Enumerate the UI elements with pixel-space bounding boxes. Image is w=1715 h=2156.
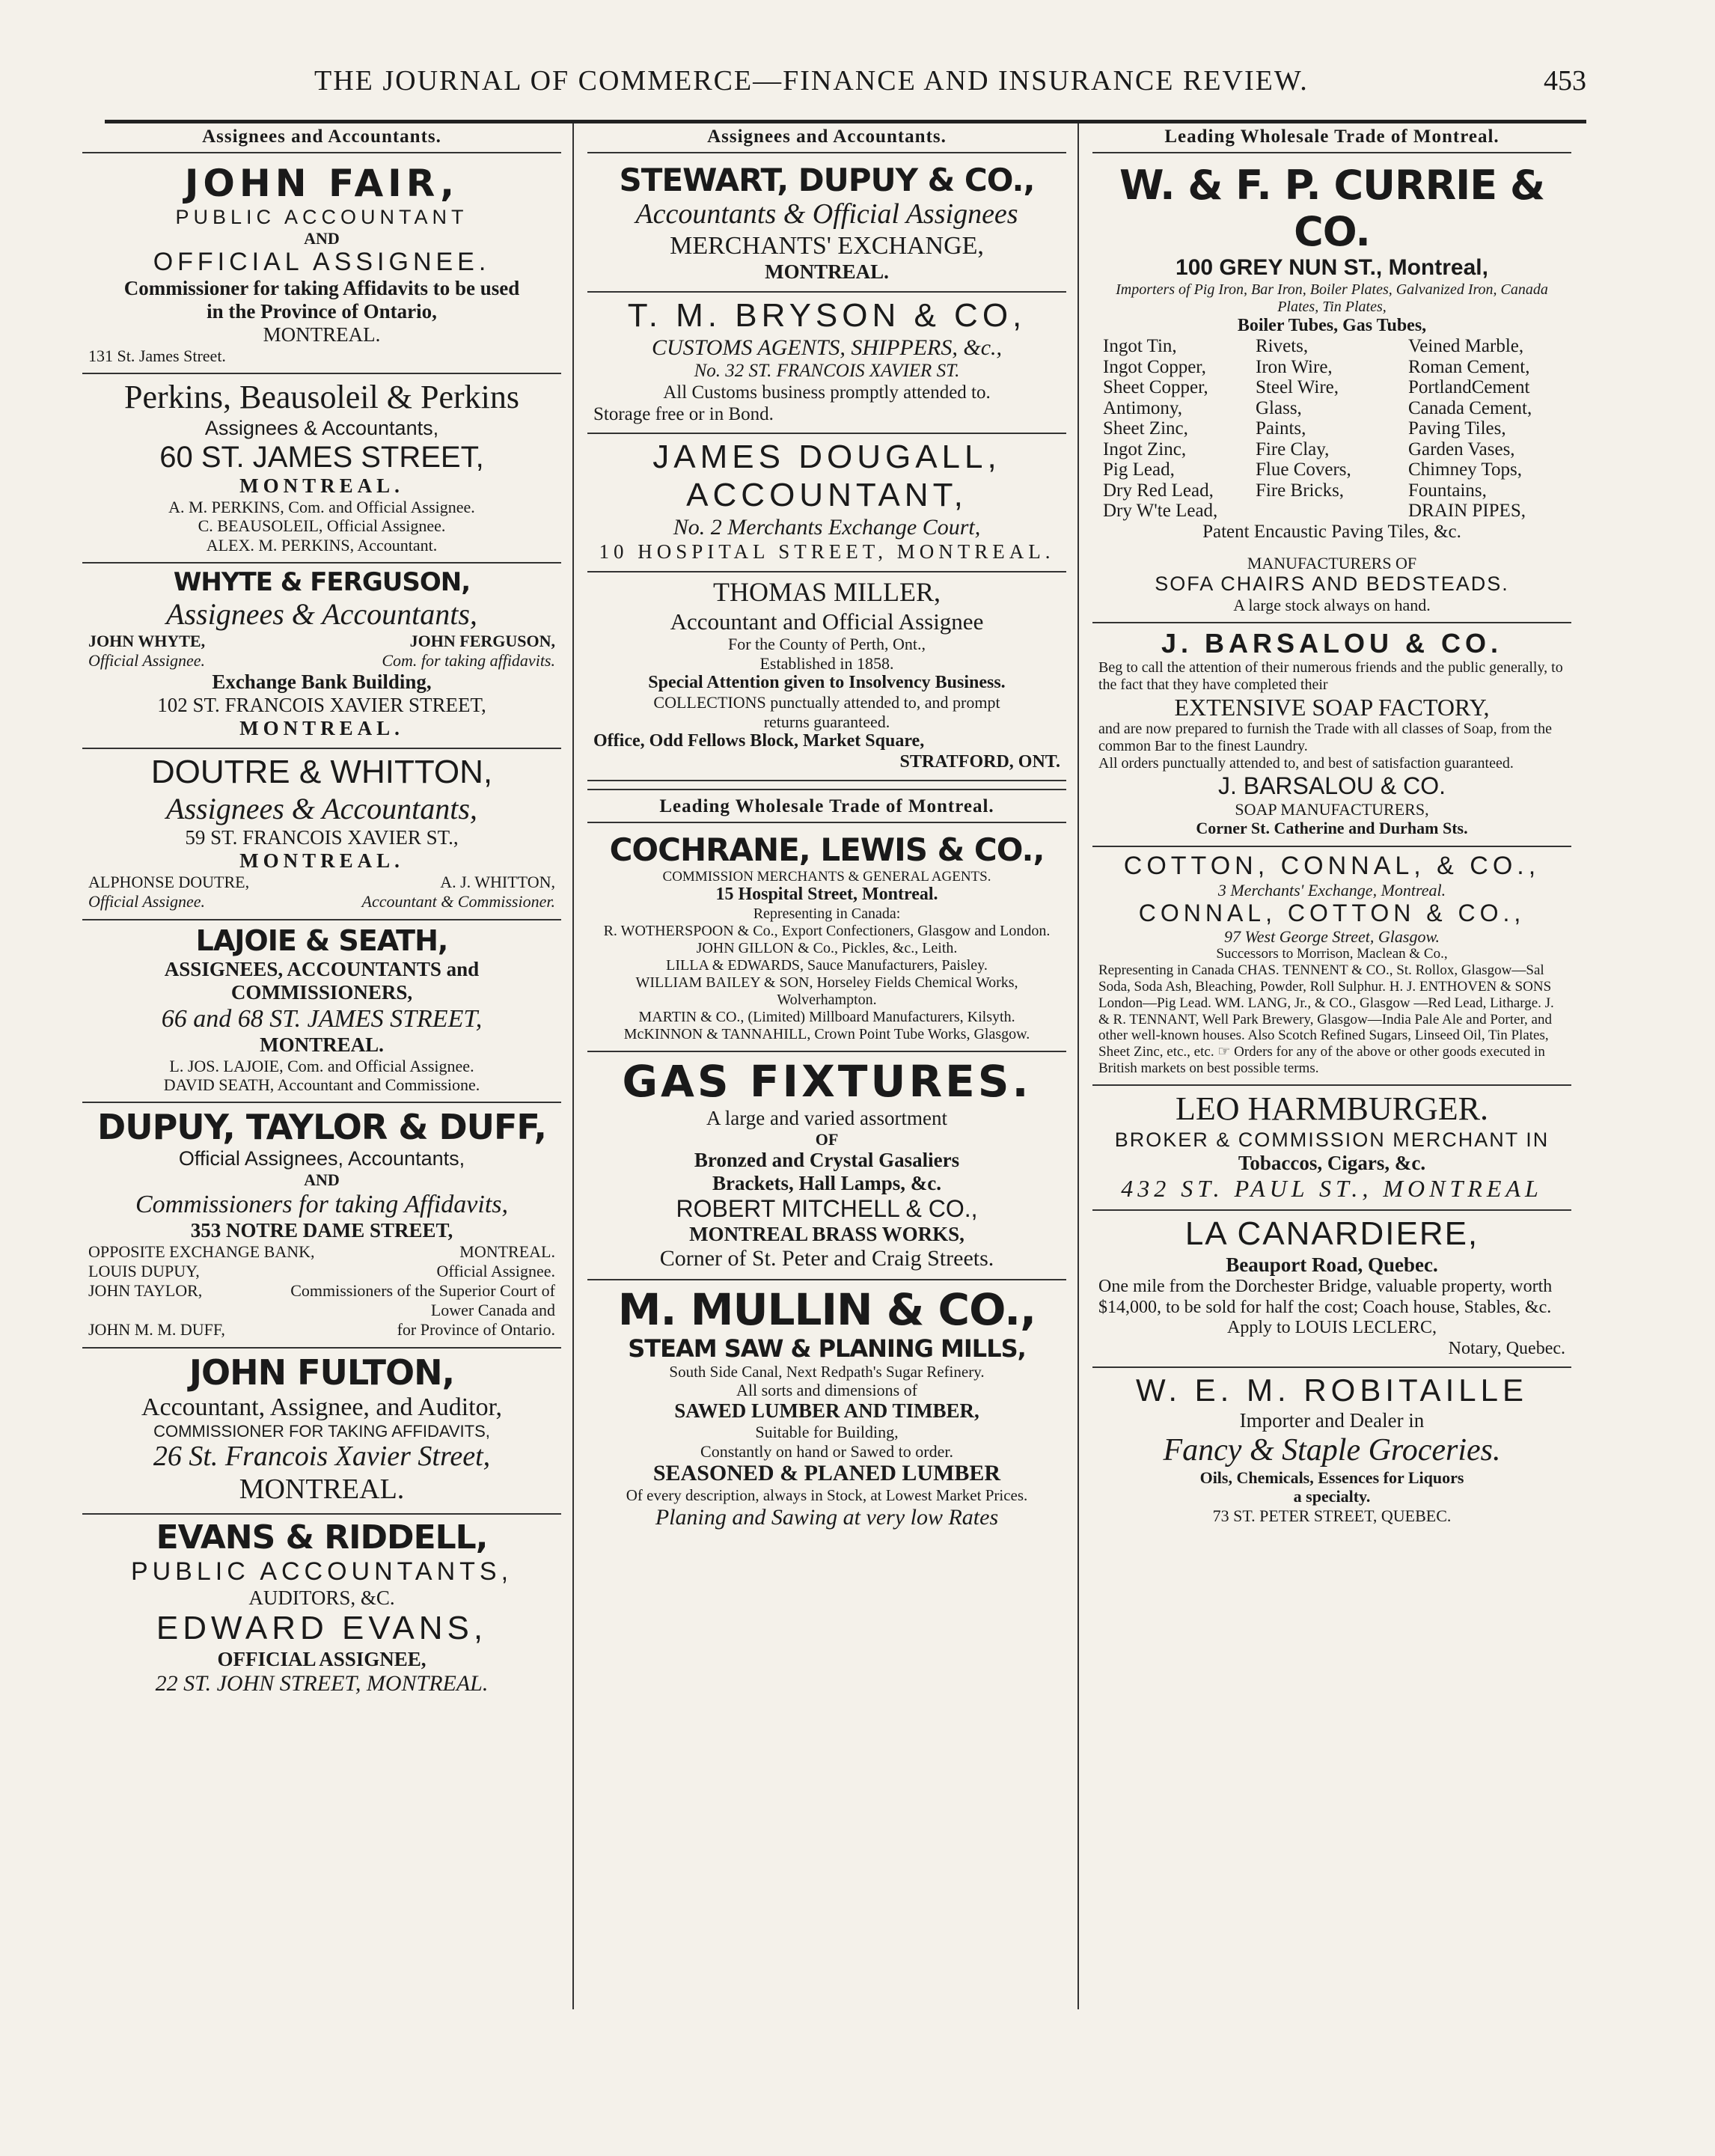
ad-line: MONTREAL. [239, 717, 404, 740]
ad-line: and are now prepared to furnish the Trade with all classes of Soap, from the common Bar to the finest Laundry. [1098, 721, 1552, 755]
partner-name: JOHN WHYTE, [88, 632, 206, 651]
product-item: Roman Cement, [1408, 356, 1530, 377]
ad-perkins [82, 374, 561, 564]
ad-line: OF [815, 1129, 839, 1149]
ad-title: COTTON, CONNAL, & CO., [1123, 851, 1541, 880]
product-item: Ingot Zinc, [1103, 439, 1187, 459]
ad-line: SAWED LUMBER AND TIMBER, [674, 1399, 979, 1423]
ad-title: GAS FIXTURES. [622, 1055, 1032, 1107]
column-3 [1092, 123, 1571, 2009]
ad-title: J. BARSALOU & CO. [1161, 628, 1503, 659]
page-header [105, 58, 1586, 103]
partner-name: ALPHONSE DOUTRE, [88, 872, 250, 891]
ad-line: 26 St. Francois Xavier Street, [153, 1441, 491, 1473]
ad-line: Accountant, Assignee, and Auditor, [141, 1393, 503, 1421]
product-item: Dry Red Lead, [1103, 480, 1214, 501]
partner-name: JOHN M. M. DUFF, [88, 1319, 225, 1339]
partner-role: Official Assignee. [88, 891, 206, 911]
ad-line: Corner of St. Peter and Craig Streets. [659, 1245, 994, 1271]
ad-line: Established in 1858. [759, 653, 894, 673]
product-item: DRAIN PIPES, [1408, 501, 1526, 522]
ad-line: 3 Merchants' Exchange, Montreal. [1217, 880, 1446, 900]
ad-robitaille [1092, 1368, 1571, 1533]
ad-line: 100 GREY NUN ST., Montreal, [1176, 255, 1488, 281]
ad-line: Fancy & Staple Groceries. [1163, 1432, 1501, 1468]
ad-line: ROBERT MITCHELL & CO., [676, 1195, 978, 1223]
ad-title: THOMAS MILLER, [713, 577, 941, 608]
ad-line: MONTREAL. [239, 474, 404, 498]
ad-thomas-miller [587, 572, 1066, 781]
ad-line: CUSTOMS AGENTS, SHIPPERS, &c., [651, 335, 1003, 360]
product-item: Sheet Copper, [1103, 377, 1208, 398]
ad-gas-fixtures [587, 1052, 1066, 1280]
ad-lajoie-seath [82, 920, 561, 1104]
product-list [1098, 336, 1565, 522]
ad-line: Constantly on hand or Sawed to order. [700, 1441, 953, 1461]
ad-title: LEO HARMBURGER. [1175, 1090, 1489, 1127]
ad-line: Official Assignees, Accountants, [178, 1147, 465, 1170]
ad-line: LILLA & EDWARDS, Sauce Manufacturers, Paisley. [666, 956, 988, 974]
ad-line: 10 HOSPITAL STREET, MONTREAL. [599, 540, 1055, 564]
ad-line: 353 NOTRE DAME STREET, [190, 1218, 453, 1242]
ad-john-fair [82, 158, 561, 374]
ad-line: OFFICIAL ASSIGNEE, [217, 1647, 427, 1670]
ad-line: All orders punctually attended to, and best of satisfaction guaranteed. [1098, 755, 1514, 772]
ad-line: MONTREAL. [765, 260, 889, 284]
ad-line: Suitable for Building, [755, 1423, 899, 1442]
product-item [1256, 501, 1408, 522]
ad-line: a specialty. [1293, 1487, 1371, 1506]
ad-leo-harmburger [1092, 1086, 1571, 1211]
ad-line: MERCHANTS' EXCHANGE, [670, 231, 984, 260]
product-item: Iron Wire, [1256, 356, 1333, 377]
ad-line: MARTIN & CO., (Limited) Millboard Manufacturers, Kilsyth. [638, 1008, 1015, 1025]
ad-cotton-connal [1092, 847, 1571, 1086]
product-item: Ingot Copper, [1103, 356, 1206, 377]
ad-dougall [587, 434, 1066, 572]
product-item: Veined Marble, [1408, 336, 1524, 357]
ad-line: BROKER & COMMISSION MERCHANT IN [1114, 1128, 1550, 1151]
ad-line: MANUFACTURERS OF [1247, 553, 1417, 572]
ad-line: OPPOSITE EXCHANGE BANK, [88, 1242, 315, 1261]
ad-line: Commissioners for taking Affidavits, [135, 1190, 509, 1218]
ad-title: EVANS & RIDDELL, [156, 1518, 488, 1557]
column-2 [587, 123, 1066, 2009]
product-item: Fire Clay, [1256, 439, 1330, 459]
ad-line: Brackets, Hall Lamps, &c. [712, 1172, 941, 1195]
ad-line: 432 ST. PAUL ST., MONTREAL [1121, 1174, 1543, 1202]
partner-role: Official Assignee. [88, 651, 206, 671]
ad-line: MONTREAL. [239, 1473, 405, 1505]
ad-line: MONTREAL. [239, 849, 404, 872]
ad-mullin [587, 1280, 1066, 1538]
ad-currie [1092, 158, 1571, 623]
page-number: 453 [1544, 65, 1586, 97]
ad-line: Beg to call the attention of their numerous friends and the public generally, to the fact that they have completed their [1098, 659, 1563, 693]
product-item: Flue Covers, [1256, 459, 1351, 480]
ad-line: 73 ST. PETER STREET, QUEBEC. [1212, 1506, 1452, 1525]
ad-line: Exchange Bank Building, [212, 671, 432, 694]
ad-title: JOHN FULTON, [189, 1352, 455, 1393]
ad-line: MONTREAL. [459, 1242, 555, 1261]
ad-line: ALEX. M. PERKINS, Accountant. [206, 535, 438, 555]
ad-line: Accountants & Official Assignees [635, 198, 1018, 230]
ad-line: ACCOUNTANT, [686, 477, 967, 514]
ad-line: COMMISSIONERS, [230, 980, 413, 1004]
product-item: Ingot Tin, [1103, 336, 1177, 357]
ad-dupuy-taylor-duff [82, 1103, 561, 1348]
ad-line: No. 2 Merchants Exchange Court, [673, 514, 981, 540]
ad-line: Corner St. Catherine and Durham Sts. [1196, 819, 1468, 838]
ad-line: Oils, Chemicals, Essences for Liquors [1199, 1468, 1464, 1488]
partner-role: Accountant & Commissioner. [361, 891, 555, 911]
partner-role: Com. for taking affidavits. [382, 651, 555, 671]
ad-line: Representing in Canada CHAS. TENNENT & CO., St. Rollox, Glasgow—Sal Soda, Soda Ash, Bleaching, Powder, Roll Sulphur. H. J. ENTHOVEN & SONS London—Pig Lead. WM. LANG, Jr., & CO., Glasgow —Red Lead, Litharge. J. & R. TENNANT, Well Park Brewery, Glasgow—India Pale Ale and Porter, and other well-known houses. Also Scotch Refined Sugars, Linseed Oil, Tin Plates, Sheet Zinc, etc., etc. ☞ Orders for any of the above or other goods executed in British markets on best possible terms. [1098, 962, 1554, 1077]
product-item: Sheet Zinc, [1103, 418, 1188, 439]
ad-stewart-dupuy [587, 158, 1066, 293]
ad-line: AUDITORS, &C. [248, 1587, 395, 1610]
ad-line: 22 ST. JOHN STREET, MONTREAL. [155, 1670, 489, 1696]
product-item: Steel Wire, [1256, 377, 1339, 398]
partner-role: for Province of Ontario. [397, 1319, 555, 1339]
ad-line: Representing in Canada: [753, 905, 901, 922]
product-item: Paints, [1256, 418, 1306, 439]
product-item: Antimony, [1103, 397, 1183, 418]
ad-line: No. 32 ST. FRANCOIS XAVIER ST. [694, 361, 960, 382]
ad-cochrane-lewis [587, 828, 1066, 1052]
ad-line: J. BARSALOU & CO. [1217, 772, 1446, 800]
ad-line: All Customs business promptly attended to. [663, 382, 991, 403]
ad-title: DOUTRE & WHITTON, [150, 754, 493, 791]
partner-name: JOHN TAYLOR, [88, 1280, 203, 1300]
ad-line: Boiler Tubes, Gas Tubes, [1237, 315, 1427, 335]
ad-line: 66 and 68 ST. JAMES STREET, [161, 1004, 483, 1033]
ad-line: EXTENSIVE SOAP FACTORY, [1174, 693, 1490, 721]
ad-line: 131 St. James Street. [88, 346, 226, 366]
product-item: Chimney Tops, [1408, 459, 1522, 480]
ad-line: 102 ST. FRANCOIS XAVIER STREET, [157, 694, 486, 717]
ad-line: OFFICIAL ASSIGNEE. [153, 247, 491, 276]
ad-line: EDWARD EVANS, [156, 1610, 488, 1647]
ad-line: AND [304, 228, 340, 248]
ad-line: AND [304, 1170, 340, 1190]
column-divider [1077, 123, 1079, 2009]
partner-name: JOHN FERGUSON, [409, 632, 555, 651]
section-heading: Leading Wholesale Trade of Montreal. [1092, 123, 1571, 153]
ad-line: L. JOS. LAJOIE, Com. and Official Assignee. [169, 1056, 474, 1075]
ad-line: CONNAL, COTTON & CO., [1138, 900, 1526, 927]
ad-line: One mile from the Dorchester Bridge, valuable property, worth $14,000, to be sold for half the cost; Coach house, Stables, &c. [1098, 1277, 1553, 1317]
column-divider [572, 123, 574, 2009]
ad-title: WHYTE & FERGUSON, [173, 567, 471, 597]
ad-title: COCHRANE, LEWIS & CO., [609, 831, 1045, 869]
partner-role: Commissioners of the Superior Court of Lower Canada and [290, 1280, 555, 1319]
ad-line: Assignees & Accountants, [166, 791, 477, 825]
ad-line: 97 West George Street, Glasgow. [1223, 926, 1440, 946]
ad-line: Notary, Quebec. [1448, 1338, 1565, 1358]
ad-line: COMMISSION MERCHANTS & GENERAL AGENTS. [662, 868, 991, 885]
ad-line: ASSIGNEES, ACCOUNTANTS and [164, 957, 480, 980]
ad-line: 15 Hospital Street, Montreal. [715, 885, 938, 905]
ad-line: Patent Encaustic Paving Tiles, &c. [1202, 521, 1461, 542]
ad-evans-riddell [82, 1515, 561, 1704]
ad-line: MONTREAL. [260, 1033, 384, 1056]
ad-title: W. & F. P. CURRIE & CO. [1119, 162, 1545, 256]
section-heading: Leading Wholesale Trade of Montreal. [587, 789, 1066, 823]
ad-line: JOHN GILLON & Co., Pickles, &c., Leith. [696, 939, 958, 956]
product-item: PortlandCement [1408, 377, 1530, 398]
product-item: Garden Vases, [1408, 439, 1515, 459]
ad-whyte-ferguson [82, 564, 561, 749]
product-item: Paving Tiles, [1408, 418, 1506, 439]
ad-title: M. MULLIN & CO., [617, 1284, 1036, 1336]
product-item: Pig Lead, [1103, 459, 1175, 480]
ad-title: DUPUY, TAYLOR & DUFF, [97, 1107, 546, 1148]
ad-line: returns guaranteed. [763, 712, 890, 731]
ad-line: Assignees & Accountants, [204, 416, 439, 439]
partner-name: A. J. WHITTON, [440, 872, 555, 891]
product-item: Rivets, [1256, 336, 1309, 357]
ad-bryson [587, 293, 1066, 434]
ad-line: Of every description, always in Stock, at Lowest Market Prices. [626, 1486, 1028, 1505]
ad-line: SOAP MANUFACTURERS, [1235, 800, 1429, 819]
product-item: Dry W'te Lead, [1103, 501, 1218, 522]
product-item: Glass, [1256, 397, 1302, 418]
product-item: Fire Bricks, [1256, 480, 1345, 501]
ad-doutre-whitton [82, 749, 561, 920]
ad-line: Commissioner for taking Affidavits to be used [123, 276, 520, 299]
ad-line: Planing and Sawing at very low Rates [655, 1504, 999, 1530]
ad-line: Office, Odd Fellows Block, Market Square, [593, 731, 925, 751]
column-1 [82, 123, 561, 2009]
ad-line: Tobaccos, Cigars, &c. [1238, 1151, 1426, 1174]
ad-line: Apply to LOUIS LECLERC, [1227, 1318, 1437, 1338]
ad-line: Successors to Morrison, Maclean & Co., [1216, 946, 1448, 962]
ad-line: Storage free or in Bond. [593, 403, 774, 424]
ad-line: A large stock always on hand. [1233, 595, 1431, 614]
ad-title: JOHN FAIR, [184, 162, 459, 205]
section-heading: Assignees and Accountants. [587, 123, 1066, 153]
partner-role: Official Assignee. [436, 1261, 555, 1280]
section-heading: Assignees and Accountants. [82, 123, 561, 153]
ad-title: LA CANARDIERE, [1184, 1215, 1479, 1253]
ad-title: W. E. M. ROBITAILLE [1136, 1372, 1528, 1408]
product-item: Canada Cement, [1408, 397, 1532, 418]
ad-la-canardiere [1092, 1211, 1571, 1368]
ad-line: Accountant and Official Assignee [670, 608, 984, 635]
ad-line: WILLIAM BAILEY & SON, Horseley Fields Chemical Works, Wolverhampton. [635, 974, 1018, 1008]
ad-line: A. M. PERKINS, Com. and Official Assignee. [168, 498, 475, 517]
ad-barsalou [1092, 623, 1571, 847]
ad-line: A large and varied assortment [706, 1106, 947, 1129]
ad-title: STEWART, DUPUY & CO., [619, 162, 1035, 198]
ad-line: MONTREAL BRASS WORKS, [689, 1222, 965, 1245]
ad-line: Importers of Pig Iron, Bar Iron, Boiler Plates, Galvanized Iron, Canada Plates, Tin Plates, [1116, 281, 1548, 315]
ad-line: STEAM SAW & PLANING MILLS, [628, 1334, 1026, 1363]
ad-line: R. WOTHERSPOON & Co., Export Confectioners, Glasgow and London. [603, 922, 1051, 939]
ad-line: All sorts and dimensions of [736, 1381, 917, 1400]
ad-line: COMMISSIONER FOR TAKING AFFIDAVITS, [153, 1421, 490, 1441]
ad-line: Importer and Dealer in [1239, 1408, 1425, 1432]
ad-line: SOFA CHAIRS AND BEDSTEADS. [1155, 572, 1509, 595]
ad-line: Beauport Road, Quebec. [1226, 1253, 1438, 1277]
ad-line: PUBLIC ACCOUNTANTS, [130, 1557, 513, 1587]
product-item: Fountains, [1408, 480, 1487, 501]
ad-line: MONTREAL. [263, 323, 381, 346]
ad-line: 59 ST. FRANCOIS XAVIER ST., [185, 825, 459, 849]
ad-title: LAJOIE & SEATH, [195, 923, 448, 957]
ad-line: South Side Canal, Next Redpath's Sugar Refinery. [669, 1362, 985, 1381]
ad-line: 60 ST. JAMES STREET, [159, 441, 484, 474]
ad-line: For the County of Perth, Ont., [728, 635, 926, 654]
ad-title: JAMES DOUGALL, [652, 439, 1001, 476]
partner-name: LOUIS DUPUY, [88, 1261, 200, 1280]
ad-line: PUBLIC ACCOUNTANT [175, 205, 468, 228]
ad-line: in the Province of Ontario, [207, 299, 437, 323]
ad-line: STRATFORD, ONT. [899, 751, 1060, 772]
ad-line: COLLECTIONS punctually attended to, and prompt [653, 693, 1000, 712]
ad-line: DAVID SEATH, Accountant and Commissione. [163, 1075, 480, 1095]
ad-line: McKINNON & TANNAHILL, Crown Point Tube Works, Glasgow. [623, 1025, 1030, 1042]
ad-line: C. BEAUSOLEIL, Official Assignee. [198, 516, 446, 536]
ad-john-fulton [82, 1349, 561, 1515]
journal-title: THE JOURNAL OF COMMERCE—FINANCE AND INSURANCE REVIEW. [314, 65, 1309, 97]
ad-title: Perkins, Beausoleil & Perkins [124, 379, 519, 416]
ad-line: Bronzed and Crystal Gasaliers [694, 1148, 960, 1171]
ad-title: T. M. BRYSON & CO, [627, 297, 1027, 335]
ad-line: SEASONED & PLANED LUMBER [652, 1460, 1001, 1485]
ad-line: Special Attention given to Insolvency Business. [648, 672, 1006, 692]
ad-line: Assignees & Accountants, [166, 597, 477, 632]
